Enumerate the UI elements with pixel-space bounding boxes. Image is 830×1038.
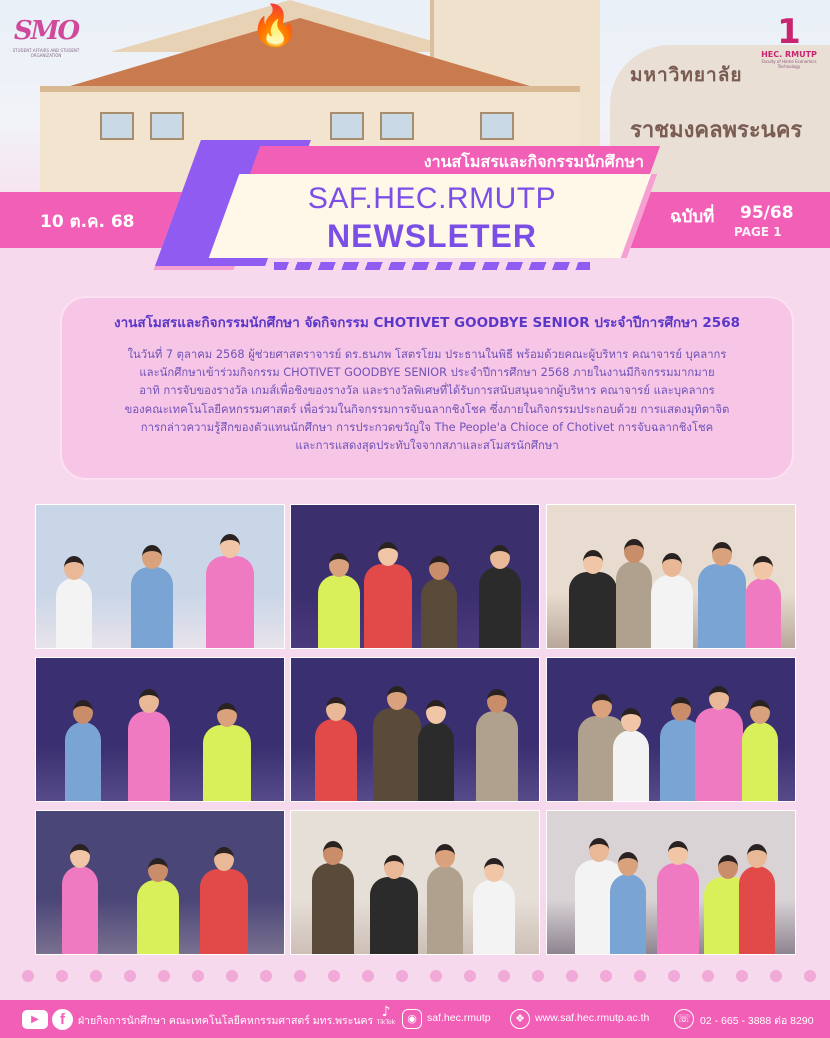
person-head xyxy=(747,844,767,868)
person-head xyxy=(387,686,407,710)
person-figure xyxy=(427,866,463,954)
person-figure xyxy=(476,711,518,801)
person-figure xyxy=(569,572,617,648)
person-figure xyxy=(206,556,254,648)
issue-label: ฉบับที่ xyxy=(670,207,715,227)
decor-dot xyxy=(464,970,476,982)
person-head xyxy=(139,689,159,713)
decor-dot xyxy=(668,970,680,982)
decor-dot xyxy=(532,970,544,982)
decor-dot xyxy=(770,970,782,982)
person-head xyxy=(671,697,691,721)
smo-logo-caption: STUDENT AFFAIRS AND STUDENT ORGANIZATION xyxy=(12,48,80,58)
smo-logo xyxy=(10,16,82,58)
person-figure xyxy=(742,722,778,801)
article-line: อาทิ การจับของรางวัล เกมส์เพื่อชิงของรางวัล และรางวัลพิเศษที่ได้รับการสนับสนุนจากผู้บริหาร คณาจารย์ และบุคลากร xyxy=(139,384,715,398)
person-figure xyxy=(473,880,515,954)
person-head xyxy=(618,852,638,876)
person-figure xyxy=(128,711,170,801)
decor-dot xyxy=(430,970,442,982)
person-head xyxy=(142,545,162,569)
person-figure xyxy=(364,564,412,648)
decor-dot xyxy=(600,970,612,982)
person-head xyxy=(750,700,770,724)
person-head xyxy=(70,844,90,868)
footer-phone: 02 - 665 - 3888 ต่อ 8290 xyxy=(700,1015,814,1027)
person-head xyxy=(490,545,510,569)
decor-stripes xyxy=(274,262,590,270)
person-head xyxy=(592,694,612,718)
university-sign xyxy=(630,60,830,147)
person-figure xyxy=(739,866,775,954)
decor-dot xyxy=(396,970,408,982)
person-head xyxy=(484,858,504,882)
person-head xyxy=(326,697,346,721)
decor-dot xyxy=(158,970,170,982)
person-figure xyxy=(65,722,101,801)
decor-dot xyxy=(260,970,272,982)
footer-instagram[interactable]: saf.hec.rmutp xyxy=(427,1012,491,1024)
person-figure xyxy=(695,708,743,801)
footer-department: ฝ่ายกิจการนักศึกษา คณะเทคโนโลยีคหกรรมศาสตร์ มทร.พระนคร xyxy=(78,1015,374,1027)
person-head xyxy=(214,847,234,871)
hec-logo-name: HEC. RMUTP xyxy=(761,50,817,59)
article-headline: งานสโมสรและกิจกรรมนักศึกษา จัดกิจกรรม CHOTIVET GOODBYE SENIOR ประจำปีการศึกษา 2568 xyxy=(114,315,740,331)
decor-dot xyxy=(498,970,510,982)
person-figure xyxy=(203,725,251,801)
decor-dot xyxy=(192,970,204,982)
photo-award-presentation-1 xyxy=(35,657,285,802)
person-figure xyxy=(651,575,693,648)
person-head xyxy=(487,689,507,713)
person-head xyxy=(621,708,641,732)
person-figure xyxy=(613,730,649,801)
person-head xyxy=(426,700,446,724)
person-figure xyxy=(56,578,92,648)
person-head xyxy=(624,539,644,563)
hec-logo-mark: 1 xyxy=(777,12,801,52)
decor-dot xyxy=(294,970,306,982)
building-window xyxy=(380,112,414,140)
article-line: การกล่าวความรู้สึกของตัวแทนนักศึกษา การประกวดขวัญใจ The People'a Chioce of Chotivet การจับฉลากชิงโชค xyxy=(140,420,714,434)
globe-icon: ❖ xyxy=(510,1009,530,1029)
person-head xyxy=(329,553,349,577)
photo-award-presentation-2 xyxy=(290,657,540,802)
photo-group-audience-2 xyxy=(546,810,796,955)
person-figure xyxy=(745,578,781,648)
facebook-icon[interactable]: f xyxy=(52,1009,73,1030)
person-figure xyxy=(200,869,248,954)
person-head xyxy=(668,841,688,865)
photo-group-audience-1 xyxy=(35,810,285,955)
decor-dot xyxy=(804,970,816,982)
issue-date: 10 ต.ค. 68 xyxy=(40,212,135,232)
person-head xyxy=(589,838,609,862)
decor-dot xyxy=(90,970,102,982)
tiktok-label: TikTok xyxy=(376,1019,396,1026)
person-head xyxy=(435,844,455,868)
smo-logo-mark: SMO xyxy=(13,16,79,46)
photo-host-with-performers xyxy=(546,504,796,649)
instagram-icon[interactable]: ◉ xyxy=(402,1009,422,1029)
footer-website[interactable]: www.saf.hec.rmutp.ac.th xyxy=(535,1012,650,1024)
person-figure xyxy=(318,575,360,648)
decor-dot xyxy=(736,970,748,982)
decor-dot xyxy=(22,970,34,982)
person-head xyxy=(583,550,603,574)
person-head xyxy=(712,542,732,566)
photo-award-presentation-3 xyxy=(546,657,796,802)
decor-dot xyxy=(56,970,68,982)
person-figure xyxy=(131,567,173,648)
building-window xyxy=(100,112,134,140)
article-line: และการแสดงสุดประทับใจจากสภาและสโมสรนักศึกษา xyxy=(295,439,559,453)
newsletter-title-line-1: SAF.HEC.RMUTP xyxy=(307,182,557,215)
decor-dot xyxy=(362,970,374,982)
person-figure xyxy=(479,567,521,648)
building-window xyxy=(150,112,184,140)
article-line: ของคณะเทคโนโลยีคหกรรมศาสตร์ เพื่อร่วมในกิจกรรมการจับฉลากชิงโชค ซึ่งภายในกิจกรรมประกอบด้วย การแสดงมุทิตาจิต xyxy=(124,402,730,416)
building-window xyxy=(480,112,514,140)
person-head xyxy=(753,556,773,580)
sign-line-1: มหาวิทยาลัย xyxy=(630,64,743,86)
person-head xyxy=(64,556,84,580)
person-head xyxy=(217,703,237,727)
person-figure xyxy=(616,561,652,648)
photo-guests-at-table xyxy=(35,504,285,649)
person-figure xyxy=(373,708,421,801)
decor-dot xyxy=(124,970,136,982)
person-figure xyxy=(657,863,699,954)
section-tag-text: งานสโมสรและกิจกรรมนักศึกษา xyxy=(423,152,644,171)
decor-dot xyxy=(328,970,340,982)
phone-icon: ☏ xyxy=(674,1009,694,1029)
person-head xyxy=(429,556,449,580)
person-figure xyxy=(610,874,646,954)
person-head xyxy=(73,700,93,724)
person-head xyxy=(384,855,404,879)
hec-rmutp-logo xyxy=(752,14,826,69)
article-line: ในวันที่ 7 ตุลาคม 2568 ผู้ช่วยศาสตราจารย์ ดร.ธนภพ โสตรโยม ประธานในพิธี พร้อมด้วยคณะผู้บริหาร คณาจารย์ บุคลากร xyxy=(127,348,727,361)
person-head xyxy=(220,534,240,558)
person-figure xyxy=(370,877,418,954)
decor-dot xyxy=(634,970,646,982)
person-figure xyxy=(62,866,98,954)
issue-number: 95/68 xyxy=(740,203,794,223)
building-window xyxy=(330,112,364,140)
building-roof xyxy=(70,18,530,86)
person-figure xyxy=(698,564,746,648)
person-head xyxy=(709,686,729,710)
youtube-icon[interactable]: ▶ xyxy=(22,1010,48,1029)
decor-dot xyxy=(566,970,578,982)
decor-dot xyxy=(226,970,238,982)
newsletter-title-line-2: NEWSLETER xyxy=(327,218,537,254)
person-figure xyxy=(421,578,457,648)
person-head xyxy=(378,542,398,566)
photo-speaker-at-podium xyxy=(290,504,540,649)
person-head xyxy=(718,855,738,879)
article-body xyxy=(72,346,782,455)
sign-line-2: ราชมงคลพระนคร xyxy=(630,117,803,143)
hec-logo-caption: Faculty of Home Economics Technology xyxy=(761,59,817,69)
person-figure xyxy=(312,863,354,954)
person-figure xyxy=(315,719,357,801)
page-number: PAGE 1 xyxy=(734,225,782,239)
person-head xyxy=(148,858,168,882)
person-figure xyxy=(418,722,454,801)
decor-dot xyxy=(702,970,714,982)
person-head xyxy=(323,841,343,865)
article-line: และนักศึกษาเข้าร่วมกิจกรรม CHOTIVET GOODBYE SENIOR ประจำปีการศึกษา 2568 ภายในงานมีกิจกรรมมากมาย xyxy=(139,366,715,380)
tiktok-icon[interactable]: ♪ TikTok xyxy=(374,1005,398,1027)
flame-emblem-icon: 🔥 xyxy=(250,3,300,49)
person-figure xyxy=(137,880,179,954)
photo-group-portrait xyxy=(290,810,540,955)
person-head xyxy=(662,553,682,577)
